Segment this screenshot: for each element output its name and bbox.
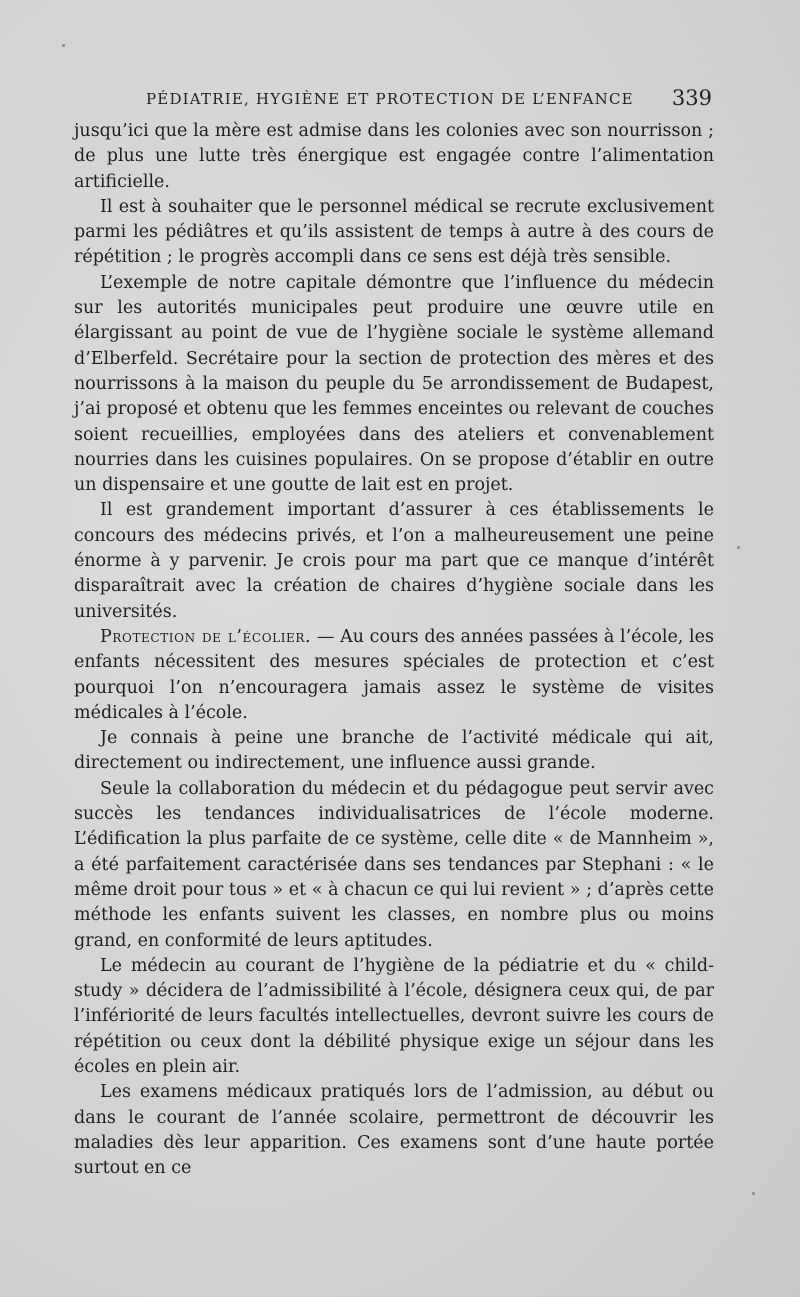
paragraph: Il est à souhaiter que le personnel médical se recrute exclusivement parmi les pédiâtres et qu’ils assistent de temps à autre à des cours de répétition ; le progrès accompli dans ce sens est déjà très sensible.: [74, 196, 714, 268]
paragraph: Il est grandement important d’assurer à ces établissements le concours des médecins privés, et l’on a malheureusement une peine énorme à y parvenir. Je crois pour ma part que ce manque d’intérêt disparaîtrait avec la création de chaires d’hygiène sociale dans les universités.: [74, 500, 714, 622]
body-text: [74, 119, 714, 1181]
section-text: — Au cours des années passées à l’école, les enfants nécessitent des mesures spéciales de protection et c’est pourquoi l’on n’encouragera jamais assez le système de visites médicales à l’école.: [74, 626, 714, 723]
paragraph: Seule la collaboration du médecin et du pédagogue peut servir avec succès les tendances individualisatrices de l’école moderne. L’édification la plus parfaite de ce système, celle dite « de Mannheim », a été parfaitement caractérisée dans ses tendances par Stephani : « le même droit pour tous » et « à chacun ce qui lui revient » ; d’après cette méthode les enfants suivent les classes, en nombre plus ou moins grand, en conformité de leurs aptitudes.: [74, 778, 714, 951]
paper-speck: [737, 546, 740, 549]
paragraph: Le médecin au courant de l’hygiène de la pédiatrie et du « child-study » décidera de l’admissibilité à l’école, désignera ceux qui, de par l’infériorité de leurs facultés intellectuelles, devront suivre les cours de répétition ou ceux dont la débilité physique exige un séjour dans les écoles en plein air.: [74, 955, 714, 1077]
paragraph-continued: jusqu’ici que la mère est admise dans les colonies avec son nourrisson ; de plus une lutte très énergique est engagée contre l’alimentation artificielle.: [74, 121, 714, 192]
paragraph: Les examens médicaux pratiqués lors de l’admission, au début ou dans le courant de l’année scolaire, permettront de découvrir les maladies dès leur apparition. Ces examens sont d’une haute portée surtout en ce: [74, 1082, 714, 1179]
paper-speck: [62, 44, 65, 47]
paragraph: Je connais à peine une branche de l’activité médicale qui ait, directement ou indirectement, une influence aussi grande.: [74, 728, 714, 774]
page-header: [140, 86, 712, 116]
page-number: 339: [671, 86, 712, 110]
paragraph: L’exemple de notre capitale démontre que l’influence du médecin sur les autorités municipales peut produire une œuvre utile en élargissant au point de vue de l’hygiène sociale le système allemand d’Elberfeld. Secrétaire pour la section de protection des mères et des nourrissons à la maison du peuple du 5e arrondissement de Budapest, j’ai proposé et obtenu que les femmes enceintes ou relevant de couches soient recueillies, employées dans des ateliers et convenablement nourries dans les cuisines populaires. On se propose d’établir en outre un dispensaire et une goutte de lait est en projet.: [74, 272, 714, 496]
section-paragraph: [74, 625, 714, 726]
paper-speck: [752, 1192, 755, 1195]
running-head: PÉDIATRIE, HYGIÈNE ET PROTECTION DE L’ENFANCE: [146, 90, 634, 108]
section-heading: Protection de l’écolier.: [100, 626, 312, 647]
